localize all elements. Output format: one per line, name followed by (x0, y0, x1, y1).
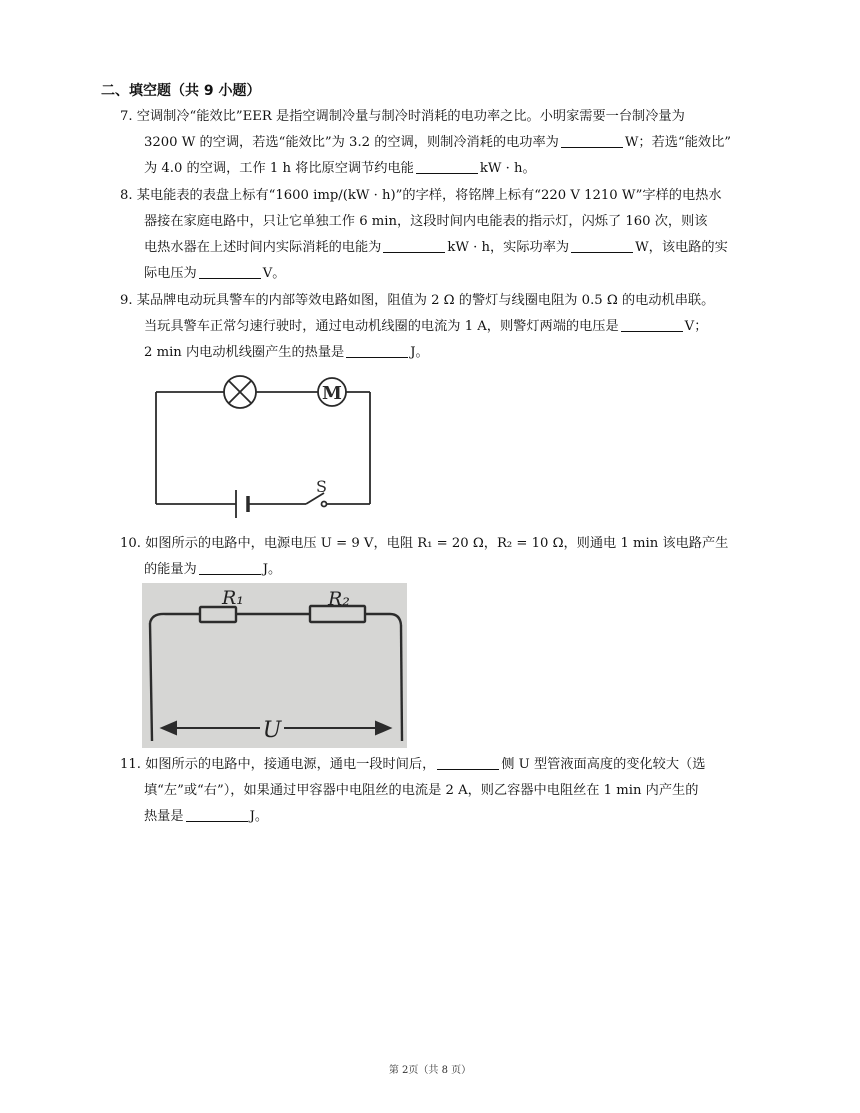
question-11 (120, 752, 765, 830)
q11-line-2: 填“左”或“右”），如果通过甲容器中电阻丝的电流是 2 A，则乙容器中电阻丝在 1 min 内产生的 (144, 783, 699, 798)
q9-line-3 (120, 340, 765, 366)
q10-text: J。 (262, 562, 282, 577)
answer-blank[interactable] (621, 317, 683, 332)
question-8 (120, 183, 765, 287)
q9-text: J。 (410, 345, 429, 360)
switch-label: S (316, 477, 327, 496)
q11-text: J。 (249, 809, 269, 824)
r2-label: R₂ (328, 588, 350, 610)
q8-text: V。 (262, 266, 286, 281)
q10-line-2 (120, 557, 765, 583)
question-10 (120, 531, 765, 583)
question-9 (120, 288, 765, 366)
page-footer: 第 2页（共 8 页） (388, 1065, 472, 1076)
q11-line-3 (120, 804, 765, 830)
q7-line-3 (120, 156, 765, 182)
switch-icon (306, 477, 327, 507)
answer-blank[interactable] (346, 343, 408, 358)
q7-text: kW · h。 (479, 161, 536, 176)
q8-text: kW · h，实际功率为 (447, 240, 570, 255)
q8-text: W，该电路的实 (635, 240, 728, 255)
q9-line-2 (120, 314, 765, 340)
q9-text: 2 min 内电动机线圈产生的热量是 (144, 345, 345, 360)
r1-label: R₁ (222, 587, 244, 609)
q7-line-2 (120, 130, 765, 156)
q11-text: 热量是 (144, 809, 184, 824)
answer-blank[interactable] (571, 238, 633, 253)
q7-text: 为 4.0 的空调，工作 1 h 将比原空调节约电能 (144, 161, 414, 176)
q11-text: 11. 如图所示的电路中，接通电源，通电一段时间后， (120, 757, 436, 772)
q7-text: W；若选“能效比” (624, 135, 732, 150)
answer-blank[interactable] (199, 264, 261, 279)
question-7 (120, 104, 765, 182)
q10-circuit-figure (142, 583, 407, 748)
motor-label: M (322, 383, 342, 404)
section-title: 二、填空题（共 9 小题） (101, 83, 261, 99)
answer-blank[interactable] (186, 807, 248, 822)
motor-icon (318, 378, 346, 406)
answer-blank[interactable] (561, 133, 623, 148)
voltage-label: U (262, 718, 282, 743)
q9-line-1: 9. 某品牌电动玩具警车的内部等效电路如图，阻值为 2 Ω 的警灯与线圈电阻为 0.5 Ω 的电动机串联。 (120, 293, 715, 308)
q9-text: V； (684, 319, 708, 334)
q8-line-1: 8. 某电能表的表盘上标有“1600 imp/(kW · h)”的字样，将铭牌上标有“220 V 1210 W”字样的电热水 (120, 188, 722, 203)
q8-line-4 (120, 261, 765, 287)
q11-line-1 (120, 752, 765, 778)
lamp-icon (224, 376, 256, 408)
answer-blank[interactable] (199, 560, 261, 575)
answer-blank[interactable] (383, 238, 445, 253)
q9-circuit-figure (148, 372, 380, 522)
q10-text: 的能量为 (144, 562, 197, 577)
q11-text: 侧 U 型管液面高度的变化较大（选 (501, 757, 706, 772)
q7-text: 3200 W 的空调，若选“能效比”为 3.2 的空调，则制冷消耗的电功率为 (144, 135, 559, 150)
q8-line-2: 器接在家庭电路中，只让它单独工作 6 min，这段时间内电能表的指示灯，闪烁了 160 次，则该 (144, 214, 708, 229)
battery-icon (236, 490, 248, 518)
answer-blank[interactable] (416, 159, 478, 174)
q8-line-3 (120, 235, 765, 261)
q8-text: 际电压为 (144, 266, 197, 281)
answer-blank[interactable] (437, 755, 499, 770)
q8-text: 电热水器在上述时间内实际消耗的电能为 (144, 240, 382, 255)
q9-text: 当玩具警车正常匀速行驶时，通过电动机线圈的电流为 1 A，则警灯两端的电压是 (144, 319, 619, 334)
q10-line-1: 10. 如图所示的电路中，电源电压 U = 9 V，电阻 R₁ = 20 Ω，R₂ = 10 Ω，则通电 1 min 该电路产生 (120, 536, 729, 551)
q7-line-1: 7. 空调制冷“能效比”EER 是指空调制冷量与制冷时消耗的电功率之比。小明家需要一台制冷量为 (120, 109, 685, 124)
